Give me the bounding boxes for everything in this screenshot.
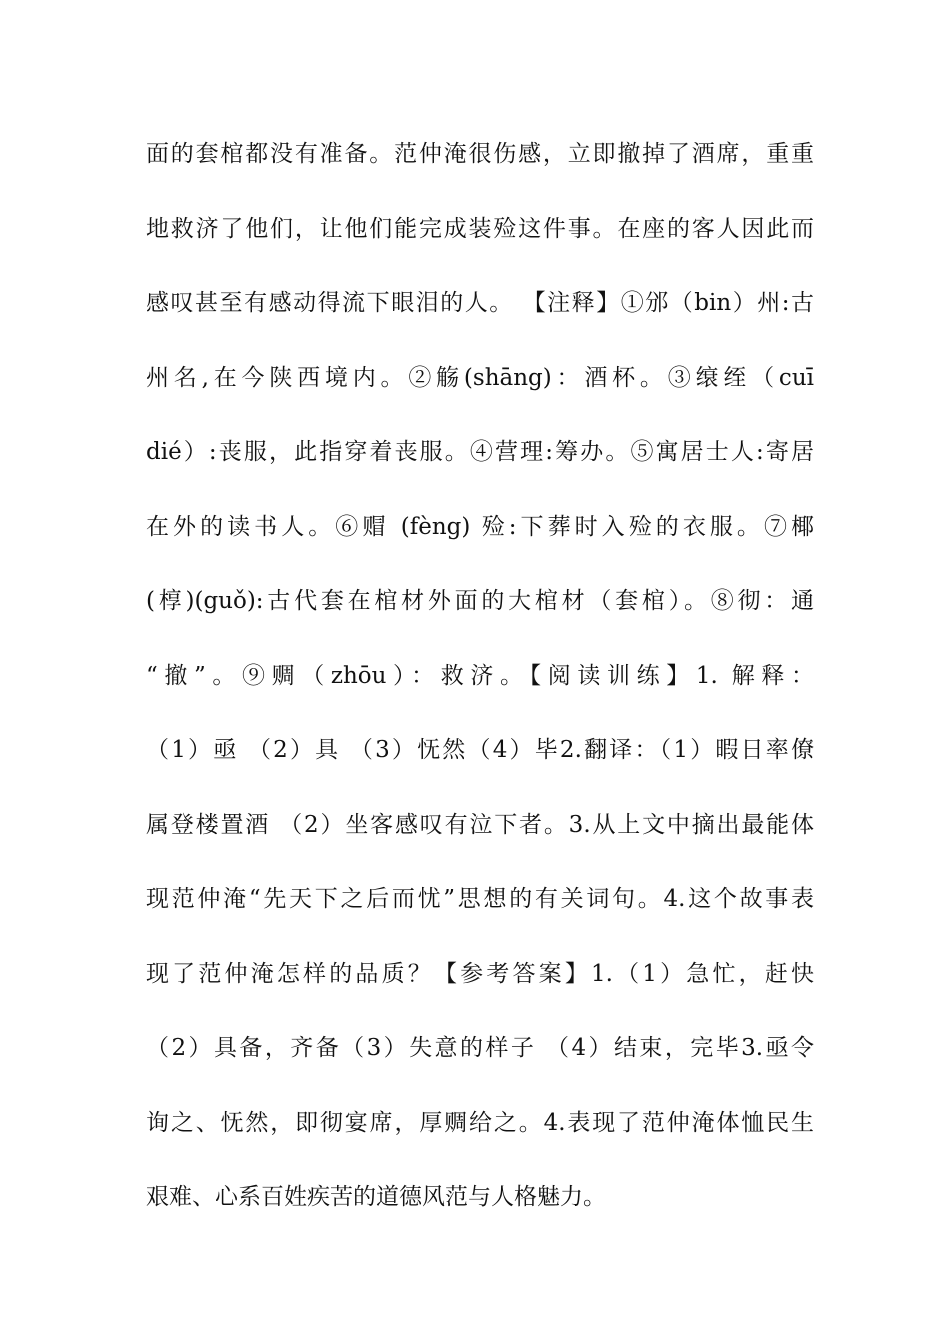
text-line: (椁)(guǒ):古代套在棺材外面的大棺材（套棺）。⑧彻：通 — [146, 588, 814, 614]
text-line: 在外的读书人。⑥赗 (fèng) 殓:下葬时入殓的衣服。⑦椰 — [146, 513, 814, 540]
text-line: dié）:丧服，此指穿着丧服。④营理:筹办。⑤寓居士人:寄居 — [146, 439, 814, 465]
text-line: 属登楼置酒 （2）坐客感叹有泣下者。3.从上文中摘出最能体 — [146, 811, 814, 838]
text-line: 面的套棺都没有准备。范仲淹很伤感，立即撤掉了酒席，重重 — [146, 141, 814, 167]
text-line: （1）亟 （2）具 （3）怃然（4）毕2.翻译：（1）暇日率僚 — [146, 737, 814, 763]
text-line: “撤”。⑨赒（zhōu）：救济。【阅读训练】1. 解释： — [146, 662, 814, 689]
text-line: 地救济了他们，让他们能完成装殓这件事。在座的客人因此而 — [146, 215, 814, 242]
text-line: 州名,在今陕西境内。②觞(shāng)：酒杯。③缞绖（cuī — [146, 364, 814, 391]
text-line: 感叹甚至有感动得流下眼泪的人。 【注释】①邠（bin）州:古 — [146, 290, 814, 316]
text-line: 现范仲淹“先天下之后而忧”思想的有关词句。4.这个故事表 — [146, 886, 814, 912]
text-line: 询之、怃然，即彻宴席，厚赒给之。4.表现了范仲淹体恤民生 — [146, 1109, 814, 1136]
text-line: 艰难、心系百姓疾苦的道德风范与人格魅力。 — [146, 1184, 606, 1210]
text-line: 现了范仲淹怎样的品质？【参考答案】1.（1）急忙，赶快 — [146, 960, 814, 987]
text-line: （2）具备，齐备（3）失意的样子 （4）结束，完毕3.亟令 — [146, 1035, 814, 1061]
body-text — [146, 130, 814, 1248]
